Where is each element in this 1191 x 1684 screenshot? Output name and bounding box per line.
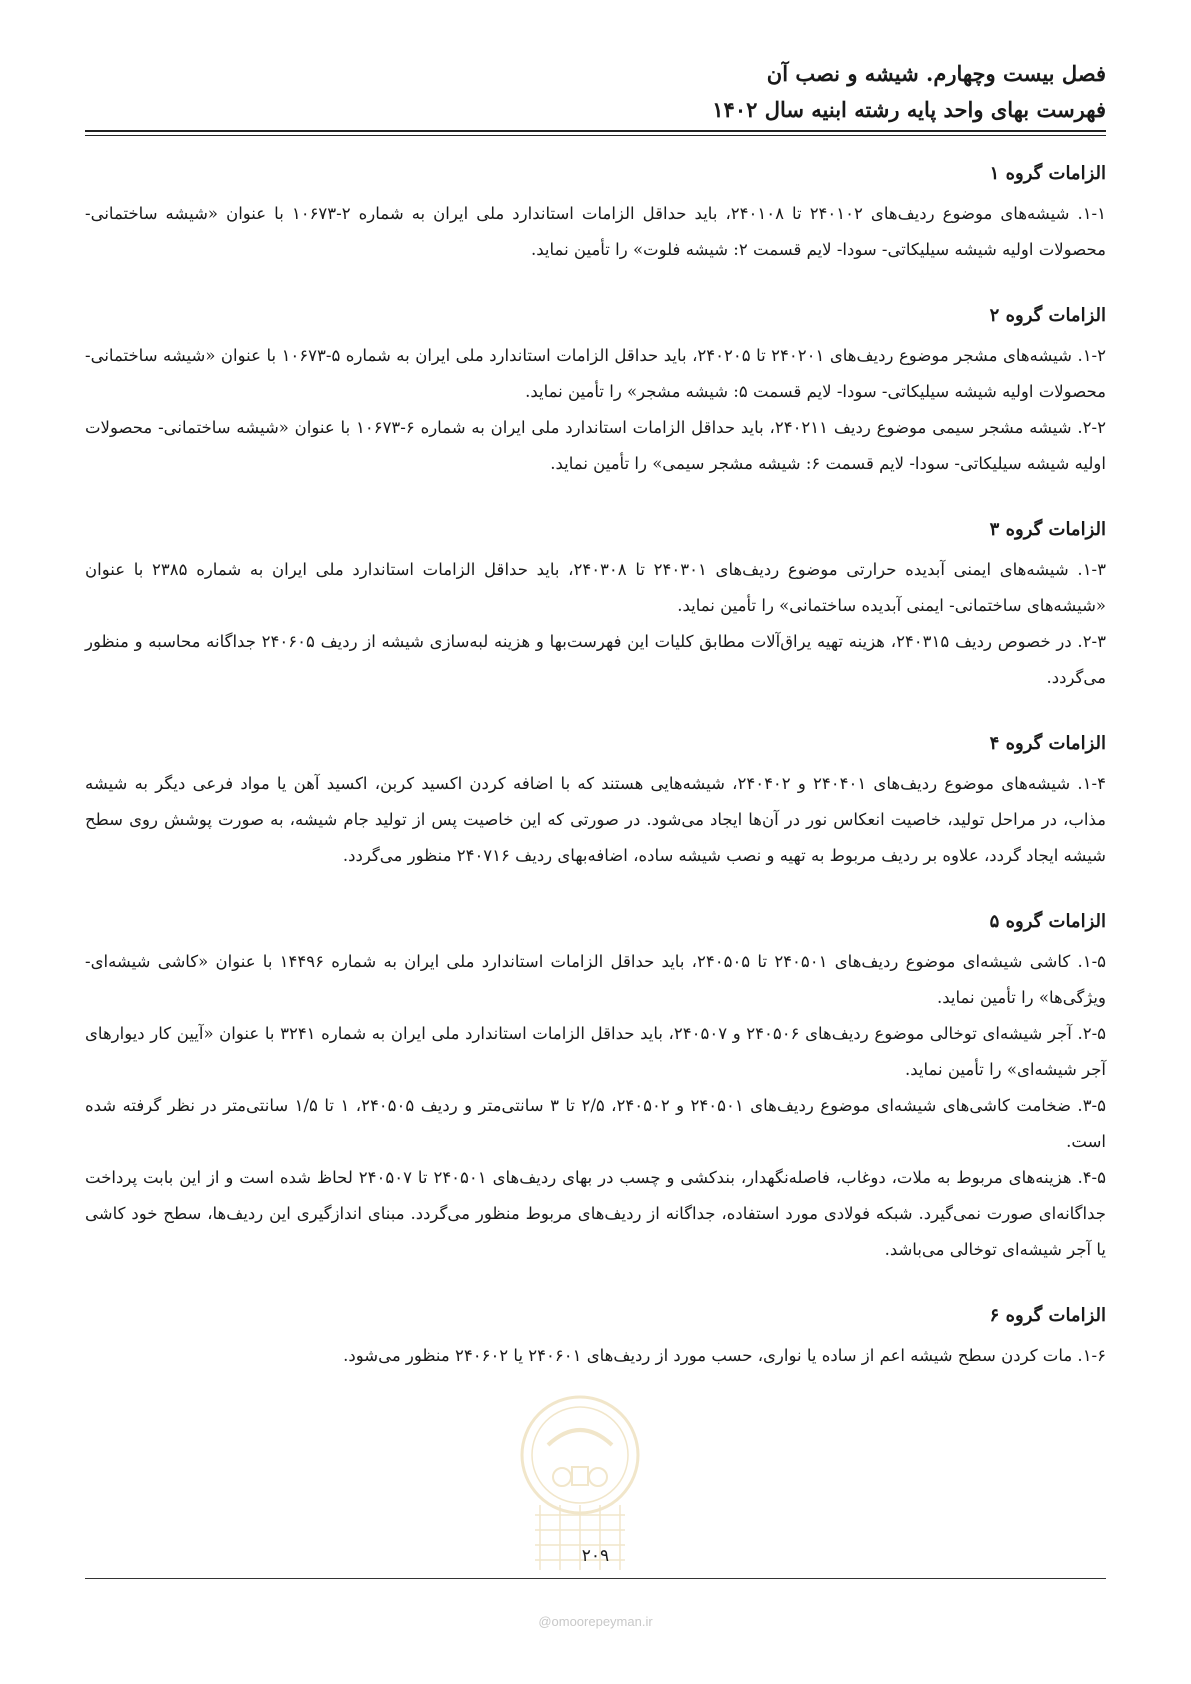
group-title: الزامات گروه ۴ <box>989 733 1106 754</box>
watermark-url: @omoorepeyman.ir <box>538 1614 653 1629</box>
requirements-group-4 <box>85 728 1106 874</box>
paragraph: ۱-۲. شیشه‌های مشجر موضوع ردیف‌های ۲۴۰۲۰۱ تا ۲۴۰۲۰۵، باید حداقل الزامات استاندارد ملی ایران به شماره ۵-۱۰۶۷۳ با عنوان «شیشه ساختمانی- محصولات اولیه شیشه سیلیکاتی- سودا- لایم قسمت ۵: شیشه مشجر» را تأمین نماید. <box>85 346 1106 401</box>
requirements-group-5 <box>85 906 1106 1268</box>
paragraph: ۲-۲. شیشه مشجر سیمی موضوع ردیف ۲۴۰۲۱۱، باید حداقل الزامات استاندارد ملی ایران به شماره ۶-۱۰۶۷۳ با عنوان «شیشه ساختمانی- محصولات اولیه شیشه سیلیکاتی- سودا- لایم قسمت ۶: شیشه مشجر سیمی» را تأمین نماید. <box>85 418 1106 473</box>
paragraph: ۴-۵. هزینه‌های مربوط به ملات، دوغاب، فاصله‌نگهدار، بندکشی و چسب در بهای ردیف‌های ۲۴۰۵۰۱ تا ۲۴۰۵۰۷ لحاظ شده است و از این بابت پرداخت جداگانه‌ای صورت نمی‌گیرد. شبکه فولادی مورد استفاده، جداگانه از ردیف‌های مربوط منظور می‌گردد. مبنای اندازگیری این ردیف‌ها، سطح خود کاشی یا آجر شیشه‌ای توخالی می‌باشد. <box>85 1168 1106 1259</box>
paragraph: ۱-۶. مات کردن سطح شیشه اعم از ساده یا نواری، حسب مورد از ردیف‌های ۲۴۰۶۰۱ یا ۲۴۰۶۰۲ منظور می‌شود. <box>343 1346 1106 1365</box>
chapter-title: فصل بیست وچهارم. شیشه و نصب آن <box>766 61 1106 86</box>
group-title: الزامات گروه ۵ <box>989 911 1106 932</box>
paragraph: ۱-۳. شیشه‌های ایمنی آبدیده حرارتی موضوع ردیف‌های ۲۴۰۳۰۱ تا ۲۴۰۳۰۸، باید حداقل الزامات استاندارد ملی ایران به شماره ۲۳۸۵ با عنوان «شیشه‌های ساختمانی- ایمنی آبدیده ساختمانی» را تأمین نماید. <box>85 560 1106 615</box>
page-header <box>85 56 1106 128</box>
header-divider <box>85 130 1106 136</box>
paragraph: ۲-۳. در خصوص ردیف ۲۴۰۳۱۵، هزینه تهیه یراق‌آلات مطابق کلیات این فهرست‌بها و هزینه لبه‌سازی شیشه از ردیف ۲۴۰۶۰۵ جداگانه محاسبه و منظور می‌گردد. <box>85 632 1106 687</box>
paragraph: ۳-۵. ضخامت کاشی‌های شیشه‌ای موضوع ردیف‌های ۲۴۰۵۰۱ و ۲۴۰۵۰۲، ۲/۵ تا ۳ سانتی‌متر و ردیف ۲۴۰۵۰۵، ۱ تا ۱/۵ سانتی‌متر در نظر گرفته شده است. <box>85 1096 1106 1151</box>
requirements-group-3 <box>85 514 1106 696</box>
paragraph: ۱-۱. شیشه‌های موضوع ردیف‌های ۲۴۰۱۰۲ تا ۲۴۰۱۰۸، باید حداقل الزامات استاندارد ملی ایران به شماره ۲-۱۰۶۷۳ با عنوان «شیشه ساختمانی- محصولات اولیه شیشه سیلیکاتی- سودا- لایم قسمت ۲: شیشه فلوت» را تأمین نماید. <box>85 204 1106 259</box>
document-title: فهرست بهای واحد پایه رشته ابنیه سال ۱۴۰۲ <box>712 97 1106 122</box>
group-title: الزامات گروه ۱ <box>989 163 1106 184</box>
requirements-group-6 <box>85 1300 1106 1374</box>
paragraph: ۲-۵. آجر شیشه‌ای توخالی موضوع ردیف‌های ۲۴۰۵۰۶ و ۲۴۰۵۰۷، باید حداقل الزامات استاندارد ملی ایران به شماره ۳۲۴۱ با عنوان «آیین کار دیوارهای آجر شیشه‌ای» را تأمین نماید. <box>85 1024 1107 1079</box>
requirements-group-2 <box>85 300 1106 482</box>
group-title: الزامات گروه ۲ <box>989 305 1106 326</box>
paragraph: ۱-۵. کاشی شیشه‌ای موضوع ردیف‌های ۲۴۰۵۰۱ تا ۲۴۰۵۰۵، باید حداقل الزامات استاندارد ملی ایران به شماره ۱۴۴۹۶ با عنوان «کاشی شیشه‌ای- ویژگی‌ها» را تأمین نماید. <box>85 952 1107 1007</box>
requirements-group-1 <box>85 158 1106 268</box>
page-content <box>85 158 1106 1406</box>
group-title: الزامات گروه ۳ <box>989 519 1106 540</box>
footer-divider <box>85 1578 1106 1579</box>
paragraph: ۱-۴. شیشه‌های موضوع ردیف‌های ۲۴۰۴۰۱ و ۲۴۰۴۰۲، شیشه‌هایی هستند که با اضافه کردن اکسید کربن، اکسید آهن یا مواد فرعی دیگر به شیشه مذاب، در مراحل تولید، خاصیت انعکاس نور در آن‌ها ایجاد می‌شود. در صورتی که این خاصیت پس از تولید جام شیشه، به صورت پوشش روی سطح شیشه ایجاد گردد، علاوه بر ردیف مربوط به تهیه و نصب شیشه ساده، اضافه‌بهای ردیف ۲۴۰۷۱۶ منظور می‌گردد. <box>85 774 1106 865</box>
page-number: ۲۰۹ <box>581 1546 610 1566</box>
group-title: الزامات گروه ۶ <box>989 1305 1106 1326</box>
